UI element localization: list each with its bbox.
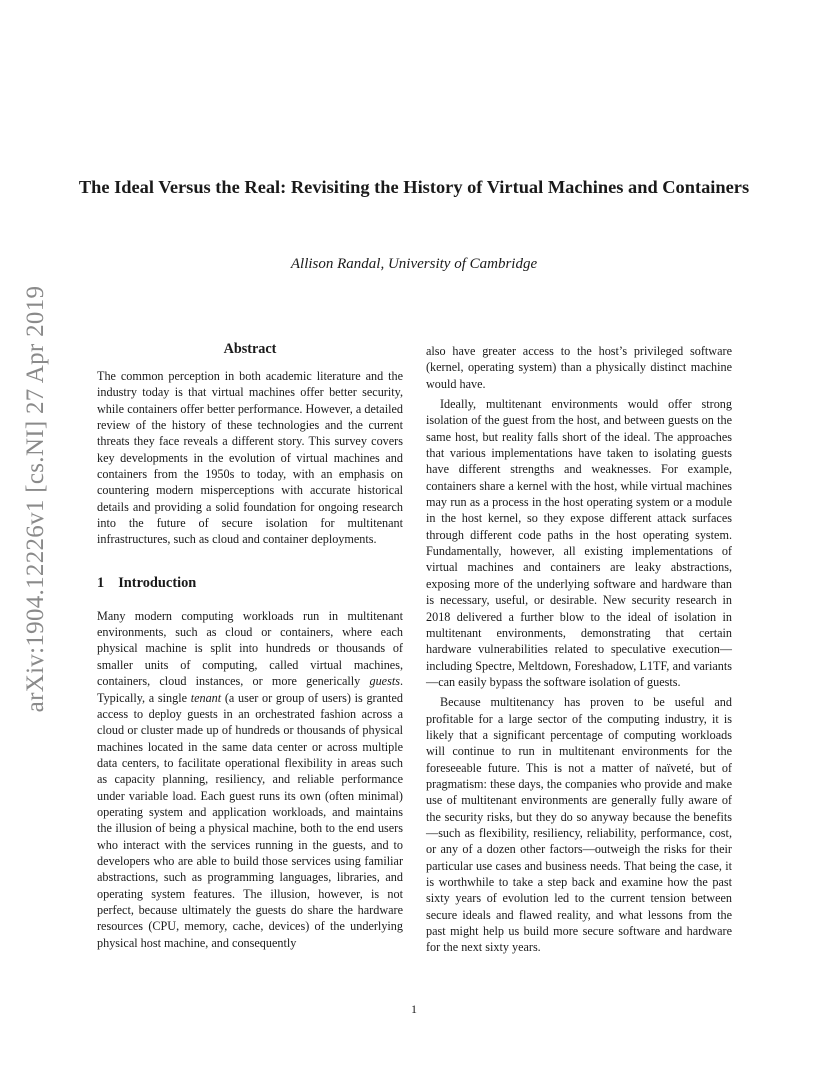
- section-heading-introduction: [97, 574, 403, 592]
- text-run: . Typically, a single: [97, 674, 403, 705]
- abstract-text: The common perception in both academic literature and the industry today is that virtual machines offer better security, while containers offer better performance. However, a detailed review of the history of these technologies and the current threats they face reveals a different story. This survey covers key developments in the evolution of virtual machines and containers from the 1950s to today, with an emphasis on countering modern misperceptions with accurate historical details and providing a solid foundation for ongoing research into the future of secure isolation for multitenant infrastructures, such as cloud and container deployments.: [97, 369, 403, 547]
- emphasis-guests: guests: [369, 674, 400, 689]
- abstract-heading: Abstract: [223, 341, 277, 357]
- text-run: (a user or group of users) is granted access to deploy guests in an orchestrated fashion across a cloud or cluster made up of hundreds or thousands of physical machines located in the same data center or across multiple data centers, to facilitate operational flexibility in areas such as capacity planning, resiliency, and reliable performance under variable load. Each guest runs its own (often minimal) operating system and application workloads, and maintains the illusion of being a physical machine, both to the end users who interact with the services running in the guests, and to developers who are able to build those services using familiar abstractions, such as programming languages, libraries, and operating system features. The illusion, however, is not perfect, because ultimately the guests do share the hardware resources (CPU, memory, cache, devices) of the underlying physical host machine, and consequently: [97, 690, 403, 950]
- section-title: Introduction: [118, 574, 197, 591]
- section-number: 1: [97, 574, 105, 591]
- intro-paragraph-1-continued: also have greater access to the host’s privileged software (kernel, operating system) than a physically distinct machine would have.: [426, 344, 732, 391]
- right-column: [426, 343, 732, 956]
- intro-paragraph-1: [97, 608, 403, 951]
- arxiv-identifier: arXiv:1904.12226v1 [cs.NI] 27 Apr 2019: [22, 285, 49, 713]
- intro-paragraph-3: Because multitenancy has proven to be useful and profitable for a large sector of the computing industry, it is likely that a significant percentage of computing workloads will continue to run in multitenant environments for the foreseeable future. This is not a matter of naïveté, but of pragmatism: these days, the companies who provide and make use of multitenant environments are generally fully aware of the security risks, but they do so anyway because the benefits—such as flexibility, resiliency, reliability, performance, cost, or any of a dozen other factors—outweigh the risks for their particular use cases and business needs. That being the case, it is worthwhile to take a step back and examine how the past sixty years of evolution led to the current tension between secure ideals and flawed reality, and what lessons from the past might help us build more secure software and hardware for the next sixty years.: [426, 695, 732, 955]
- intro-paragraph-2: Ideally, multitenant environments would offer strong isolation of the guest from the host, and between guests on the same host, but reality falls short of the ideal. The approaches that various implementations have taken to isolating guests have different strengths and weaknesses. For example, containers share a kernel with the host, while virtual machines may run as a process in the host operating system or a module in the host kernel, so they expose different attack surfaces through different code paths in the host operating system. Fundamentally, however, all existing implementations of virtual machines and containers are leaky abstractions, exposing more of the underlying software and hardware than is necessary, useful, or desirable. New security research in 2018 delivered a further blow to the ideal of isolation in multitenant environments, demonstrating that certain hardware vulnerabilities related to speculative execution—including Spectre, Meltdown, Foreshadow, L1TF, and variants—can easily bypass the software isolation of guests.: [426, 397, 732, 689]
- page-number: 1: [411, 1002, 417, 1016]
- left-column: [97, 340, 403, 951]
- emphasis-tenant: tenant: [190, 690, 222, 705]
- author-line: Allison Randal, University of Cambridge: [290, 256, 538, 272]
- paper-title: The Ideal Versus the Real: Revisiting the History of Virtual Machines and Containers: [78, 177, 750, 197]
- text-run: Many modern computing workloads run in multitenant environments, such as cloud or containers, where each physical machine is split into hundreds or thousands of smaller units of computing, called virtual machines, containers, cloud instances, or more generically: [97, 608, 403, 689]
